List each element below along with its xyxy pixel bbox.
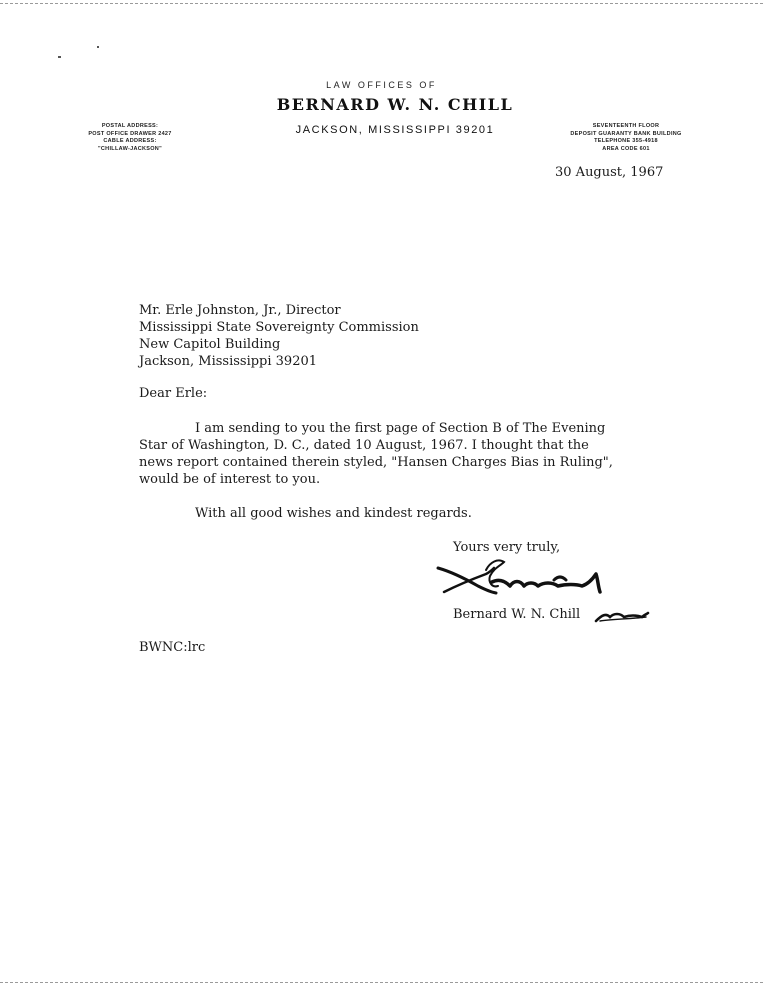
- office-line: TELEPHONE 355-4918: [594, 138, 658, 144]
- paragraph-line: would be of interest to you.: [139, 472, 321, 487]
- recipient-line: Jackson, Mississippi 39201: [139, 354, 318, 369]
- recipient-line: New Capitol Building: [139, 337, 281, 352]
- top-edge-line: [0, 3, 763, 4]
- postal-line: "CHILLAW-JACKSON": [98, 145, 162, 152]
- reference-initials: BWNC:lrc: [139, 640, 206, 655]
- postal-address-block: [74, 123, 186, 153]
- recipient-line: Mississippi State Sovereignty Commission: [139, 320, 419, 335]
- stray-mark: [97, 46, 99, 48]
- postal-line: POSTAL ADDRESS:: [101, 123, 159, 129]
- paragraph-line: Star of Washington, D. C., dated 10 August, 1967. I thought that the: [139, 438, 589, 453]
- firm-city-line: JACKSON, MISSISSIPPI 39201: [295, 124, 495, 136]
- firm-name: BERNARD W. N. CHILL: [276, 95, 514, 114]
- handwritten-signature: [434, 556, 614, 600]
- office-line: DEPOSIT GUARANTY BANK BUILDING: [570, 130, 682, 137]
- closing-wish: With all good wishes and kindest regards.: [195, 506, 472, 521]
- letterhead-caption: LAW OFFICES OF: [326, 80, 437, 90]
- valediction: Yours very truly,: [453, 540, 561, 555]
- postal-line: CABLE ADDRESS:: [103, 138, 157, 144]
- paragraph-line: news report contained therein styled, "Hansen Charges Bias in Ruling",: [139, 455, 613, 470]
- recipient-line: Mr. Erle Johnston, Jr., Director: [139, 303, 341, 318]
- paragraph-line: [139, 420, 613, 437]
- office-line: SEVENTEENTH FLOOR: [592, 123, 660, 129]
- paragraph-line-text: I am sending to you the first page of Section B of The Evening: [195, 421, 606, 436]
- recipient-address: [139, 302, 419, 370]
- body-paragraph: [139, 420, 613, 488]
- handwritten-initials: [594, 609, 650, 625]
- bottom-edge-line: [0, 982, 763, 983]
- signer-name: Bernard W. N. Chill: [453, 607, 581, 622]
- salutation: Dear Erle:: [139, 386, 208, 401]
- postal-line: POST OFFICE DRAWER 2427: [88, 130, 172, 137]
- office-line: AREA CODE 601: [602, 145, 650, 152]
- letter-date: 30 August, 1967: [555, 165, 664, 180]
- office-address-block: [540, 123, 712, 153]
- stray-mark: [58, 56, 61, 58]
